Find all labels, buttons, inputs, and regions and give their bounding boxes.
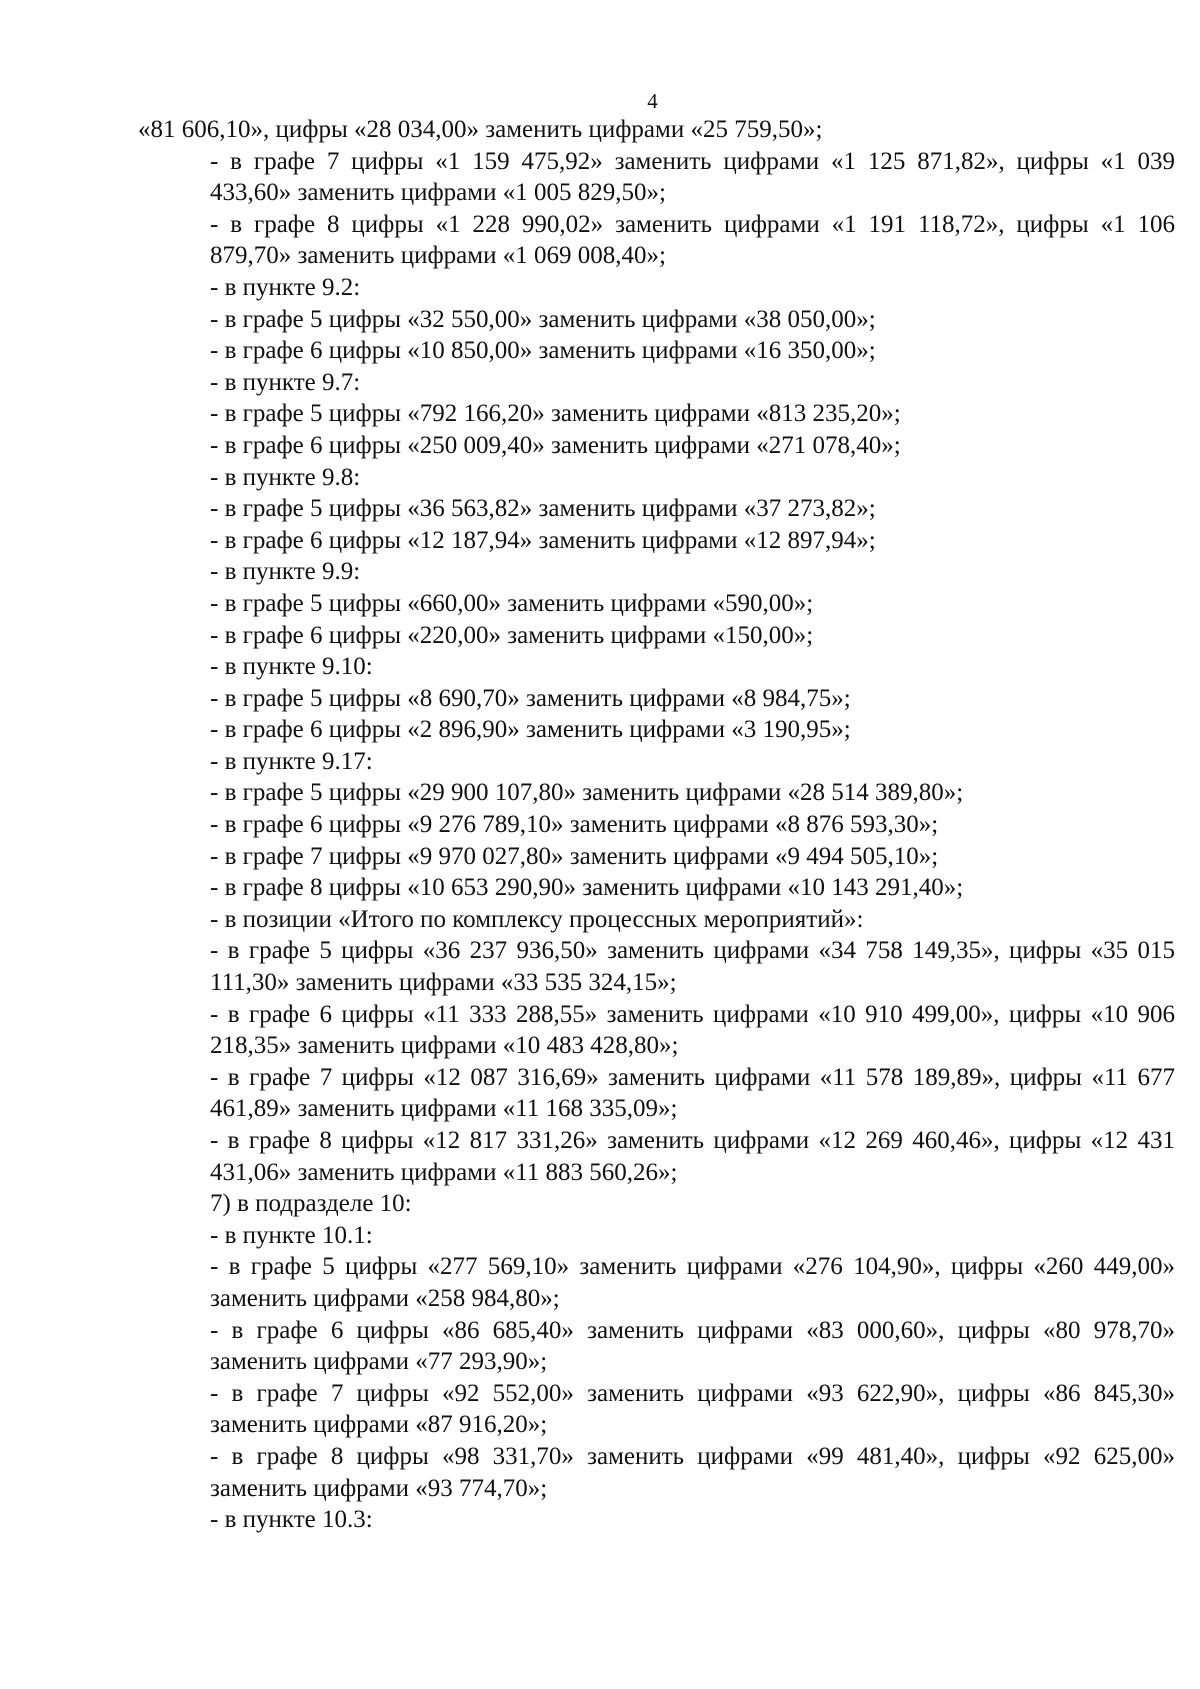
paragraph: - в графе 8 цифры «10 653 290,90» заменить цифрами «10 143 291,40»;	[210, 874, 964, 902]
paragraph: - в пункте 9.2:	[210, 273, 361, 301]
paragraph: - в графе 5 цифры «36 237 936,50» заменить цифрами «34 758 149,35», цифры «35 015 111,30» заменить цифрами «33 535 324,15»;	[210, 937, 1175, 997]
paragraph: - в графе 6 цифры «220,00» заменить цифрами «150,00»;	[210, 621, 814, 649]
paragraph: - в графе 7 цифры «1 159 475,92» заменить цифрами «1 125 871,82», цифры «1 039 433,60» заменить цифрами «1 005 829,50»;	[210, 147, 1175, 207]
paragraph: - в графе 5 цифры «36 563,82» заменить цифрами «37 273,82»;	[210, 495, 876, 523]
paragraph: - в пункте 10.1:	[210, 1221, 373, 1249]
paragraph: - в графе 5 цифры «32 550,00» заменить цифрами «38 050,00»;	[210, 305, 876, 333]
paragraph: - в графе 5 цифры «660,00» заменить цифрами «590,00»;	[210, 589, 814, 617]
paragraph: - в графе 6 цифры «9 276 789,10» заменить цифрами «8 876 593,30»;	[210, 811, 939, 839]
paragraph: - в графе 5 цифры «8 690,70» заменить цифрами «8 984,75»;	[210, 684, 851, 712]
paragraph: - в графе 5 цифры «792 166,20» заменить цифрами «813 235,20»;	[210, 400, 901, 428]
document-body	[138, 114, 1175, 1536]
paragraph: - в графе 6 цифры «11 333 288,55» заменить цифрами «10 910 499,00», цифры «10 906 218,35» заменить цифрами «10 483 428,80»;	[210, 1000, 1175, 1060]
paragraph: - в графе 7 цифры «92 552,00» заменить цифрами «93 622,90», цифры «86 845,30» заменить цифрами «87 916,20»;	[210, 1379, 1175, 1439]
paragraph: - в графе 6 цифры «86 685,40» заменить цифрами «83 000,60», цифры «80 978,70» заменить цифрами «77 293,90»;	[210, 1316, 1175, 1376]
paragraph: - в графе 7 цифры «9 970 027,80» заменить цифрами «9 494 505,10»;	[210, 842, 939, 870]
paragraph: - в графе 6 цифры «2 896,90» заменить цифрами «3 190,95»;	[210, 716, 851, 744]
paragraph: «81 606,10», цифры «28 034,00» заменить цифрами «25 759,50»;	[138, 116, 823, 143]
paragraph: - в пункте 9.9:	[210, 558, 361, 586]
paragraph: - в графе 6 цифры «250 009,40» заменить цифрами «271 078,40»;	[210, 431, 901, 459]
paragraph: - в графе 8 цифры «98 331,70» заменить цифрами «99 481,40», цифры «92 625,00» заменить цифрами «93 774,70»;	[210, 1442, 1175, 1502]
paragraph: - в пункте 9.7:	[210, 368, 361, 396]
paragraph: - в графе 8 цифры «1 228 990,02» заменить цифрами «1 191 118,72», цифры «1 106 879,70» заменить цифрами «1 069 008,40»;	[210, 210, 1175, 270]
paragraph: - в пункте 10.3:	[210, 1506, 373, 1534]
paragraph: - в графе 5 цифры «29 900 107,80» заменить цифрами «28 514 389,80»;	[210, 779, 964, 807]
paragraph: 7) в подразделе 10:	[210, 1190, 412, 1218]
paragraph: - в графе 5 цифры «277 569,10» заменить цифрами «276 104,90», цифры «260 449,00» заменить цифрами «258 984,80»;	[210, 1253, 1175, 1312]
paragraph: - в графе 6 цифры «12 187,94» заменить цифрами «12 897,94»;	[210, 526, 876, 554]
paragraph: - в пункте 9.8:	[210, 463, 361, 491]
paragraph: - в пункте 9.17:	[210, 747, 373, 775]
paragraph: - в позиции «Итого по комплексу процессных мероприятий»:	[210, 905, 864, 933]
paragraph: - в графе 6 цифры «10 850,00» заменить цифрами «16 350,00»;	[210, 337, 876, 365]
page-number: 4	[647, 89, 658, 113]
paragraph: - в графе 7 цифры «12 087 316,69» заменить цифрами «11 578 189,89», цифры «11 677 461,89» заменить цифрами «11 168 335,09»;	[210, 1063, 1175, 1123]
paragraph: - в графе 8 цифры «12 817 331,26» заменить цифрами «12 269 460,46», цифры «12 431 431,06» заменить цифрами «11 883 560,26»;	[210, 1127, 1175, 1186]
paragraph: - в пункте 9.10:	[210, 653, 373, 681]
